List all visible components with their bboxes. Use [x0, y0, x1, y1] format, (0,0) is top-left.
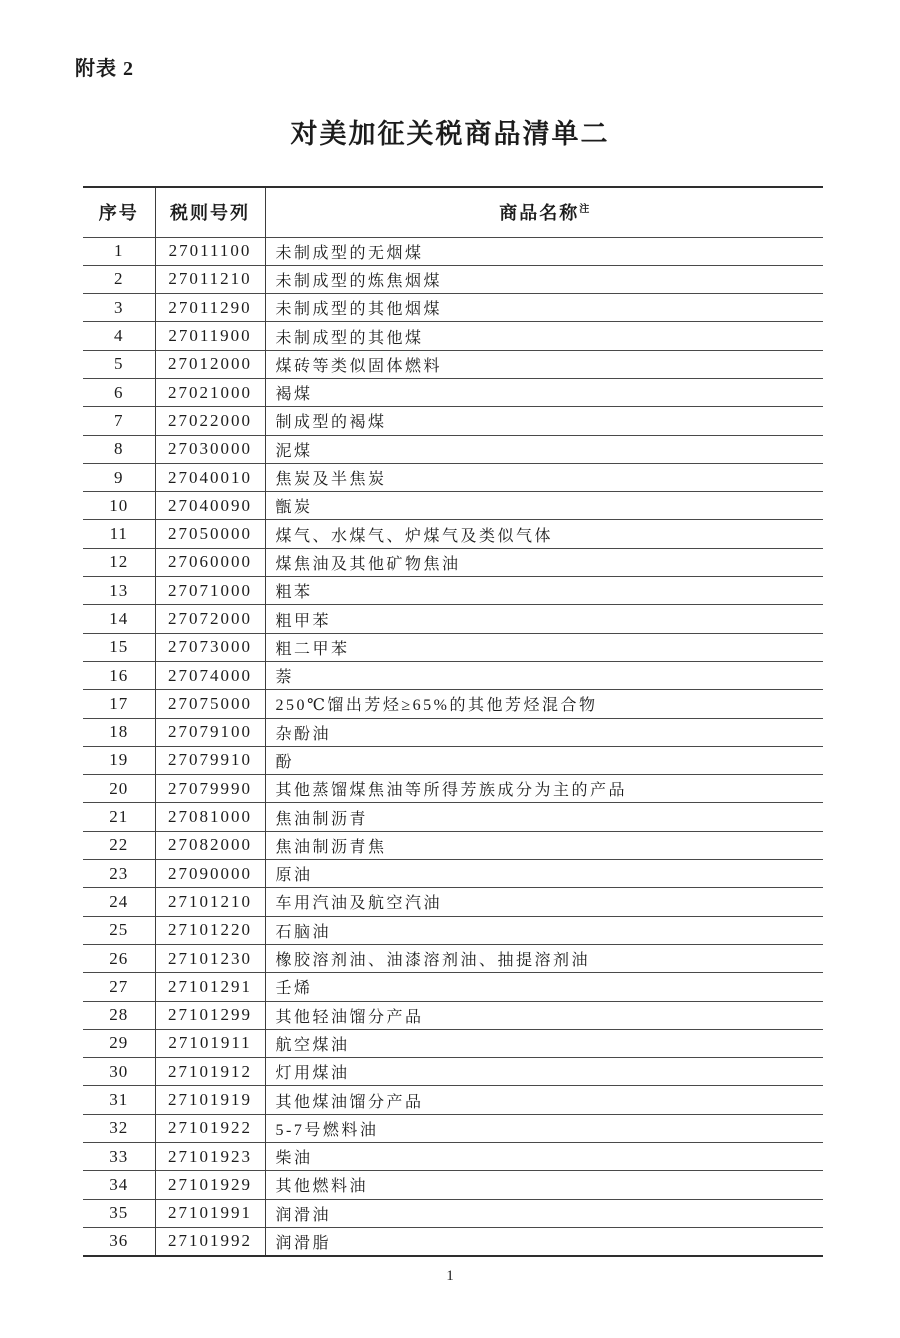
row-tariff-code-cell: 27101299: [155, 1001, 265, 1029]
table-row: [83, 492, 823, 520]
row-product-name-cell: 壬烯: [275, 980, 313, 998]
row-tariff-code-cell: 27021000: [155, 378, 265, 406]
row-index-cell: 18: [83, 718, 155, 746]
page-number: 1: [446, 1268, 454, 1284]
row-tariff-code-cell: 27040010: [155, 463, 265, 491]
row-tariff-code-cell: 27101992: [155, 1227, 265, 1255]
table-row: [83, 294, 823, 322]
table-row: [83, 746, 823, 774]
row-tariff-code-cell: 27101220: [155, 916, 265, 944]
header-product-name-note: 注: [579, 204, 590, 216]
table-row: [83, 661, 823, 689]
table-row: [83, 973, 823, 1001]
table-row: [83, 605, 823, 633]
row-index-cell: 8: [83, 435, 155, 463]
row-tariff-code-cell: 27079100: [155, 718, 265, 746]
row-tariff-code-cell: 27101929: [155, 1171, 265, 1199]
table-row: [83, 775, 823, 803]
row-index-cell: 28: [83, 1001, 155, 1029]
row-product-name-cell: 润滑油: [275, 1206, 332, 1224]
table-row: [83, 407, 823, 435]
row-product-name-cell: 其他蒸馏煤焦油等所得芳族成分为主的产品: [275, 782, 628, 800]
table-row: [83, 548, 823, 576]
row-tariff-code-cell: 27090000: [155, 860, 265, 888]
appendix-label: 附表 2: [75, 58, 134, 80]
table-row: [83, 1058, 823, 1086]
row-product-name-cell: 石脑油: [275, 923, 332, 941]
row-tariff-code-cell: 27081000: [155, 803, 265, 831]
row-tariff-code-cell: 27101210: [155, 888, 265, 916]
row-index-cell: 14: [83, 605, 155, 633]
row-tariff-code-cell: 27101911: [155, 1029, 265, 1057]
row-index-cell: 1: [83, 237, 155, 265]
row-tariff-code-cell: 27060000: [155, 548, 265, 576]
row-tariff-code-cell: 27040090: [155, 492, 265, 520]
row-product-name-cell: 其他煤油馏分产品: [275, 1093, 424, 1111]
row-index-cell: 11: [83, 520, 155, 548]
row-product-name-cell: 原油: [275, 867, 313, 885]
row-tariff-code-cell: 27011900: [155, 322, 265, 350]
row-index-cell: 24: [83, 888, 155, 916]
row-tariff-code-cell: 27012000: [155, 350, 265, 378]
row-index-cell: 4: [83, 322, 155, 350]
header-product-name: [265, 187, 823, 237]
row-product-name-cell: 酚: [275, 753, 295, 771]
table-row: [83, 1171, 823, 1199]
row-product-name-cell: 5-7号燃料油: [275, 1121, 379, 1139]
row-tariff-code-cell: 27073000: [155, 633, 265, 661]
row-index-cell: 32: [83, 1114, 155, 1142]
row-product-name-cell: 车用汽油及航空汽油: [275, 895, 443, 913]
row-index-cell: 10: [83, 492, 155, 520]
row-index-cell: 26: [83, 944, 155, 972]
row-index-cell: 23: [83, 860, 155, 888]
row-product-name-cell: 航空煤油: [275, 1036, 350, 1054]
row-index-cell: 22: [83, 831, 155, 859]
table-row: [83, 803, 823, 831]
row-index-cell: 15: [83, 633, 155, 661]
row-index-cell: 33: [83, 1143, 155, 1171]
row-tariff-code-cell: 27079910: [155, 746, 265, 774]
row-product-name-cell: 甑炭: [275, 499, 313, 517]
row-tariff-code-cell: 27011290: [155, 294, 265, 322]
row-product-name-cell: 粗苯: [275, 584, 313, 602]
table-row: [83, 435, 823, 463]
row-product-name-cell: 未制成型的其他烟煤: [275, 301, 443, 319]
row-product-name-cell: 杂酚油: [275, 725, 332, 743]
page-title: 对美加征关税商品清单二: [290, 119, 610, 149]
row-product-name-cell: 煤焦油及其他矿物焦油: [275, 555, 461, 573]
row-index-cell: 29: [83, 1029, 155, 1057]
table-header-row: [83, 187, 823, 237]
row-index-cell: 5: [83, 350, 155, 378]
row-product-name-cell: 未制成型的无烟煤: [275, 244, 424, 262]
row-tariff-code-cell: 27101291: [155, 973, 265, 1001]
table-row: [83, 520, 823, 548]
header-index: 序号: [83, 187, 155, 237]
row-index-cell: 12: [83, 548, 155, 576]
row-product-name-cell: 焦油制沥青焦: [275, 838, 387, 856]
row-tariff-code-cell: 27101230: [155, 944, 265, 972]
tariff-list-table: [83, 186, 823, 1257]
row-tariff-code-cell: 27011210: [155, 265, 265, 293]
table-row: [83, 463, 823, 491]
row-index-cell: 2: [83, 265, 155, 293]
row-tariff-code-cell: 27011100: [155, 237, 265, 265]
table-row: [83, 350, 823, 378]
row-product-name-cell: 萘: [275, 669, 295, 687]
row-product-name-cell: 泥煤: [275, 442, 313, 460]
row-index-cell: 3: [83, 294, 155, 322]
header-tariff-code: 税则号列: [155, 187, 265, 237]
row-product-name-cell: 制成型的褐煤: [275, 414, 387, 432]
table-row: [83, 1086, 823, 1114]
row-tariff-code-cell: 27030000: [155, 435, 265, 463]
table-row: [83, 718, 823, 746]
table-row: [83, 1001, 823, 1029]
row-product-name-cell: 柴油: [275, 1150, 313, 1168]
row-index-cell: 21: [83, 803, 155, 831]
row-product-name-cell: 粗甲苯: [275, 612, 332, 630]
table-row: [83, 1029, 823, 1057]
row-tariff-code-cell: 27101919: [155, 1086, 265, 1114]
row-index-cell: 7: [83, 407, 155, 435]
row-product-name-cell: 焦油制沥青: [275, 810, 369, 828]
row-tariff-code-cell: 27101923: [155, 1143, 265, 1171]
table-row: [83, 916, 823, 944]
table-row: [83, 888, 823, 916]
table-row: [83, 1227, 823, 1255]
row-product-name-cell: 未制成型的炼焦烟煤: [275, 272, 443, 290]
row-index-cell: 30: [83, 1058, 155, 1086]
row-product-name-cell: 粗二甲苯: [275, 640, 350, 658]
table-row: [83, 237, 823, 265]
row-product-name-cell: 煤气、水煤气、炉煤气及类似气体: [275, 527, 554, 545]
header-product-name-text: 商品名称: [499, 203, 580, 224]
table-row: [83, 577, 823, 605]
row-tariff-code-cell: 27050000: [155, 520, 265, 548]
row-product-name-cell: 未制成型的其他煤: [275, 329, 424, 347]
table-row: [83, 860, 823, 888]
row-product-name-cell: 250℃馏出芳烃≥65%的其他芳烃混合物: [275, 697, 598, 715]
table-row: [83, 1143, 823, 1171]
table-row: [83, 690, 823, 718]
row-tariff-code-cell: 27072000: [155, 605, 265, 633]
row-index-cell: 16: [83, 661, 155, 689]
row-index-cell: 31: [83, 1086, 155, 1114]
row-index-cell: 17: [83, 690, 155, 718]
row-product-name-cell: 焦炭及半焦炭: [275, 471, 387, 489]
row-tariff-code-cell: 27082000: [155, 831, 265, 859]
row-product-name-cell: 煤砖等类似固体燃料: [275, 357, 443, 375]
table-row: [83, 322, 823, 350]
row-tariff-code-cell: 27101912: [155, 1058, 265, 1086]
table-header: [83, 187, 823, 237]
row-index-cell: 35: [83, 1199, 155, 1227]
table-row: [83, 1114, 823, 1142]
table-body: [83, 237, 823, 1256]
row-tariff-code-cell: 27074000: [155, 661, 265, 689]
row-index-cell: 25: [83, 916, 155, 944]
row-index-cell: 6: [83, 378, 155, 406]
row-index-cell: 34: [83, 1171, 155, 1199]
row-product-name-cell: 橡胶溶剂油、油漆溶剂油、抽提溶剂油: [275, 952, 591, 970]
row-product-name-cell: 其他轻油馏分产品: [275, 1008, 424, 1026]
table-row: [83, 831, 823, 859]
row-product-name-cell: 灯用煤油: [275, 1065, 350, 1083]
table-row: [83, 633, 823, 661]
row-index-cell: 9: [83, 463, 155, 491]
row-index-cell: 36: [83, 1227, 155, 1255]
row-index-cell: 27: [83, 973, 155, 1001]
row-index-cell: 19: [83, 746, 155, 774]
table-row: [83, 944, 823, 972]
row-tariff-code-cell: 27075000: [155, 690, 265, 718]
row-index-cell: 20: [83, 775, 155, 803]
table-row: [83, 1199, 823, 1227]
row-product-name-cell: 褐煤: [275, 386, 313, 404]
row-tariff-code-cell: 27071000: [155, 577, 265, 605]
row-product-name-cell: 其他燃料油: [275, 1178, 369, 1196]
row-tariff-code-cell: 27101922: [155, 1114, 265, 1142]
row-tariff-code-cell: 27079990: [155, 775, 265, 803]
table-row: [83, 378, 823, 406]
table-row: [83, 265, 823, 293]
row-index-cell: 13: [83, 577, 155, 605]
row-tariff-code-cell: 27101991: [155, 1199, 265, 1227]
row-product-name-cell: 润滑脂: [275, 1234, 332, 1252]
row-tariff-code-cell: 27022000: [155, 407, 265, 435]
